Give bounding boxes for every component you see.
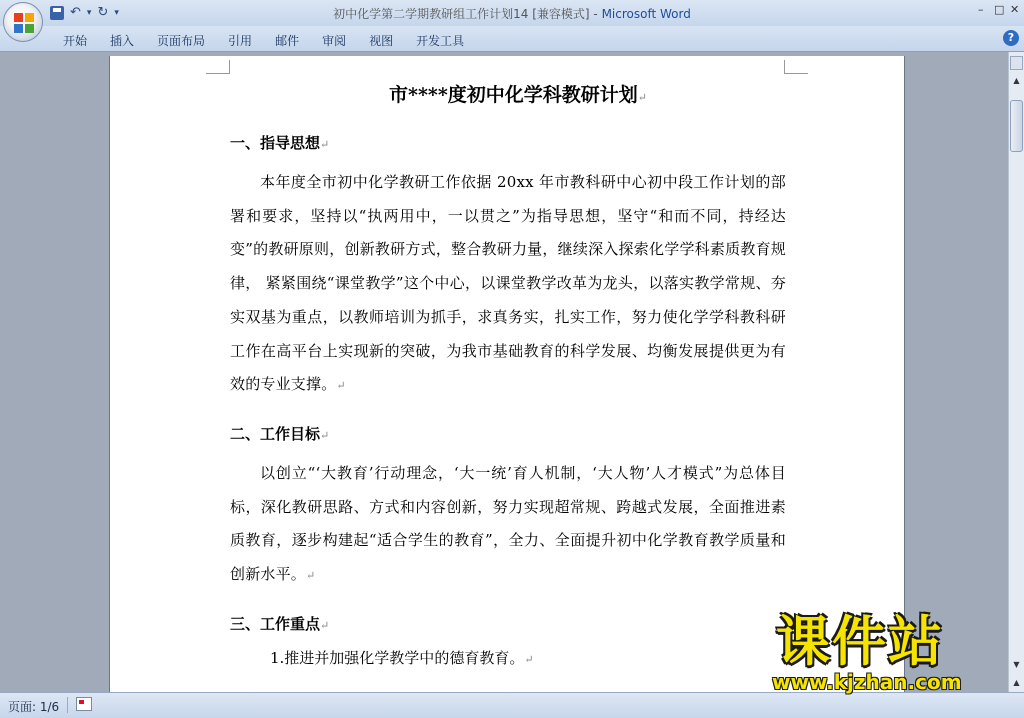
office-button[interactable] bbox=[3, 2, 43, 42]
tab-page-layout[interactable]: 页面布局 bbox=[157, 34, 206, 48]
crop-mark-top-right bbox=[784, 60, 808, 74]
list-item bbox=[270, 647, 786, 669]
paragraph-mark: ↵ bbox=[524, 652, 534, 666]
paragraph-mark: ↵ bbox=[637, 91, 647, 104]
section-heading bbox=[230, 423, 786, 445]
scroll-down-arrow-icon[interactable]: ▼ bbox=[1013, 660, 1020, 669]
close-button[interactable]: ✕ bbox=[1010, 3, 1020, 16]
page-indicator[interactable]: 页面: 1/6 bbox=[8, 700, 60, 714]
watermark-url: www.kjzhan.com bbox=[772, 670, 962, 694]
paragraph-mark: ↵ bbox=[336, 379, 346, 393]
tab-mailings[interactable]: 邮件 bbox=[275, 34, 300, 48]
section-paragraph bbox=[230, 457, 786, 593]
document-heading bbox=[250, 80, 786, 110]
minimize-button[interactable]: – bbox=[978, 3, 984, 16]
scroll-thumb[interactable] bbox=[1010, 100, 1023, 152]
undo-dropdown-icon[interactable]: ▾ bbox=[86, 8, 92, 18]
section-paragraph bbox=[230, 166, 786, 403]
ribbon bbox=[0, 26, 1024, 52]
status-bar bbox=[0, 692, 1024, 718]
prev-page-icon[interactable]: ▲ bbox=[1013, 678, 1020, 687]
section-heading-text: 三、工作重点 bbox=[230, 614, 321, 633]
document-body[interactable] bbox=[230, 80, 786, 669]
tab-view[interactable]: 视图 bbox=[369, 34, 394, 48]
status-divider bbox=[67, 697, 68, 713]
crop-mark-top-left bbox=[206, 60, 230, 74]
tab-review[interactable]: 审阅 bbox=[322, 34, 347, 48]
scroll-up-arrow-icon[interactable]: ▲ bbox=[1013, 76, 1020, 85]
list-item-text: 1.推进并加强化学教学中的德育教育。 bbox=[270, 648, 525, 667]
undo-icon[interactable]: ↶ bbox=[70, 5, 81, 20]
document-page[interactable] bbox=[110, 56, 904, 692]
customize-toolbar-icon[interactable]: ▾ bbox=[114, 8, 119, 18]
office-logo-icon bbox=[13, 12, 35, 34]
section-heading-text: 二、工作目标 bbox=[230, 424, 321, 443]
watermark-logo bbox=[770, 612, 1010, 692]
title-bar bbox=[0, 0, 1024, 26]
tab-references[interactable]: 引用 bbox=[228, 34, 253, 48]
section-heading bbox=[230, 613, 786, 635]
document-heading-text: 市****度初中化学科教研计划 bbox=[389, 84, 638, 106]
paragraph-mark: ↵ bbox=[320, 618, 330, 632]
paragraph-mark: ↵ bbox=[320, 138, 330, 151]
tab-developer[interactable]: 开发工具 bbox=[416, 34, 465, 48]
section-paragraph-text: 以创立“‘大教育’行动理念，‘大一统’育人机制，‘大人物’人才模式”为总体目标，深化教研思路、方式和内容创新，努力实现超常规、跨越式发展，全面推进素质教育，逐步构建起“适合学生的教育”，全力、全面提升初中化学教育教学质量和创新水平。 bbox=[230, 463, 786, 584]
tab-insert[interactable]: 插入 bbox=[110, 34, 135, 48]
watermark-title: 课件站 bbox=[776, 610, 944, 673]
document-title: 初中化学第二学期教研组工作计划14 [兼容模式] - bbox=[333, 7, 602, 21]
vertical-scrollbar[interactable] bbox=[1008, 52, 1024, 692]
section-heading bbox=[230, 132, 786, 154]
help-icon[interactable]: ? bbox=[1003, 30, 1019, 46]
section-heading-text: 一、指导思想 bbox=[230, 134, 321, 152]
ribbon-tabs bbox=[54, 30, 478, 51]
window-title bbox=[0, 5, 1024, 22]
tab-home[interactable]: 开始 bbox=[63, 34, 88, 48]
paragraph-mark: ↵ bbox=[320, 428, 330, 442]
proofing-icon[interactable] bbox=[76, 697, 92, 711]
view-ruler-icon[interactable] bbox=[1010, 56, 1023, 70]
maximize-button[interactable]: □ bbox=[994, 3, 1005, 16]
app-name: Microsoft Word bbox=[601, 7, 691, 21]
section-paragraph-text: 本年度全市初中化学教研工作依据 20xx 年市教科研中心初中段工作计划的部署和要求，坚持以“执两用中，一以贯之”为指导思想，坚守“和而不同，持经达变”的教研原则，创新教研方式，整合教研力量，继续深入探索化学学科素质教育规律， 紧紧围绕“课堂教学”这个中心，以课堂教学改革为龙头，以落实教学常规、夯实双基为重点，以教师培训为抓手，求真务实，扎实工作，努力使化学学科教科研工作在高平台上实现新的突破，为我市基础教育的科学发展、均衡发展提供更为有效的专业支撑。 bbox=[230, 173, 786, 394]
document-workspace bbox=[0, 52, 1008, 692]
paragraph-mark: ↵ bbox=[306, 569, 316, 583]
redo-icon[interactable]: ↻ bbox=[97, 5, 109, 20]
